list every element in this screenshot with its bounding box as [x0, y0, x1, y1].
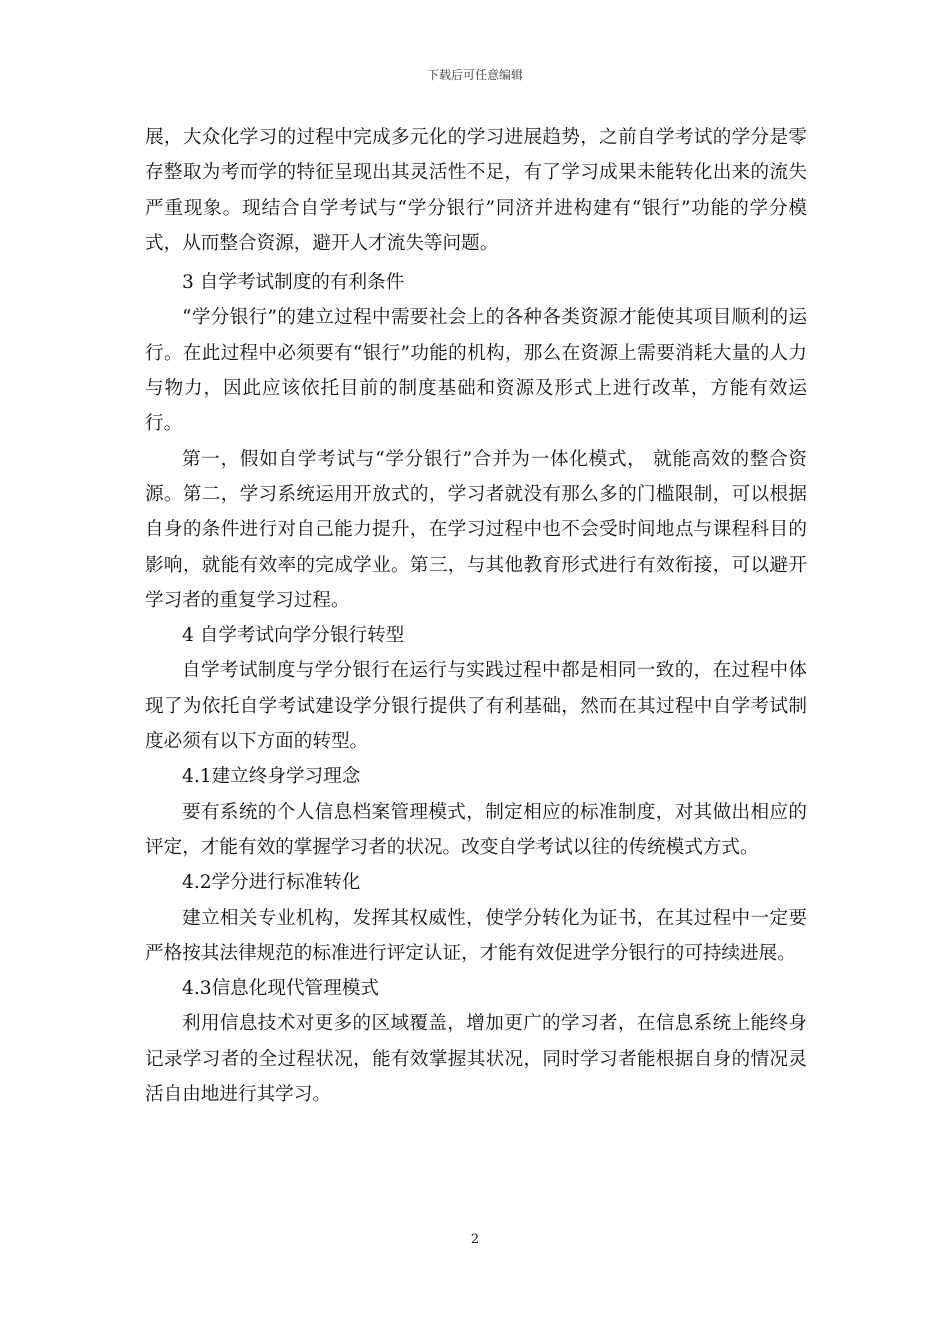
- page-header: 下载后可任意编辑: [426, 68, 523, 82]
- section-heading: 4 自学考试向学分银行转型: [182, 625, 405, 647]
- paragraph: 自学考试制度与学分银行在运行与实践过程中都是相同一致的，在过程中体现了为依托自学考试建设学分银行提供了有利基础，然而在其过程中自学考试制度必须有以下方面的转型。: [145, 660, 807, 753]
- paragraph: “学分银行”的建立过程中需要社会上的各种各类资源才能使其项目顺利的运行。在此过程中必须要有“银行”功能的机构，那么在资源上需要消耗大量的人力与物力，因此应该依托目前的制度基础和资源及形式上进行改革，方能有效运行。: [145, 307, 807, 435]
- paragraph: 第一，假如自学考试与“学分银行”合并为一体化模式， 就能高效的整合资源。第二，学习系统运用开放式的，学习者就没有那么多的门槛限制，可以根据自身的条件进行对自己能力提升，在学习过程中也不会受时间地点与课程科目的影响，就能有效率的完成学业。第三，与其他教育形式进行有效衔接，可以避开学习者的重复学习过程。: [145, 448, 807, 611]
- paragraph: 要有系统的个人信息档案管理模式，制定相应的标准制度，对其做出相应的评定，才能有效的掌握学习者的状况。改变自学考试以往的传统模式方式。: [145, 801, 807, 858]
- subsection-heading: 4.2学分进行标准转化: [182, 872, 361, 894]
- subsection-heading: 4.3信息化现代管理模式: [182, 978, 379, 1000]
- page-body: [145, 120, 807, 1112]
- paragraph: 建立相关专业机构，发挥其权威性，使学分转化为证书，在其过程中一定要严格按其法律规范的标准进行评定认证，才能有效促进学分银行的可持续进展。: [145, 907, 807, 964]
- page-number: 2: [470, 1232, 480, 1247]
- paragraph: 展，大众化学习的过程中完成多元化的学习进展趋势，之前自学考试的学分是零存整取为考而学的特征呈现出其灵活性不足，有了学习成果未能转化出来的流失严重现象。现结合自学考试与“学分银行”同济并进构建有“银行”功能的学分模式，从而整合资源，避开人才流失等问题。: [145, 127, 807, 254]
- paragraph: 利用信息技术对更多的区域覆盖，增加更广的学习者，在信息系统上能终身记录学习者的全过程状况，能有效掌握其状况，同时学习者能根据自身的情况灵活自由地进行其学习。: [145, 1013, 807, 1106]
- section-heading: 3 自学考试制度的有利条件: [182, 272, 405, 294]
- subsection-heading: 4.1建立终身学习理念: [182, 766, 361, 788]
